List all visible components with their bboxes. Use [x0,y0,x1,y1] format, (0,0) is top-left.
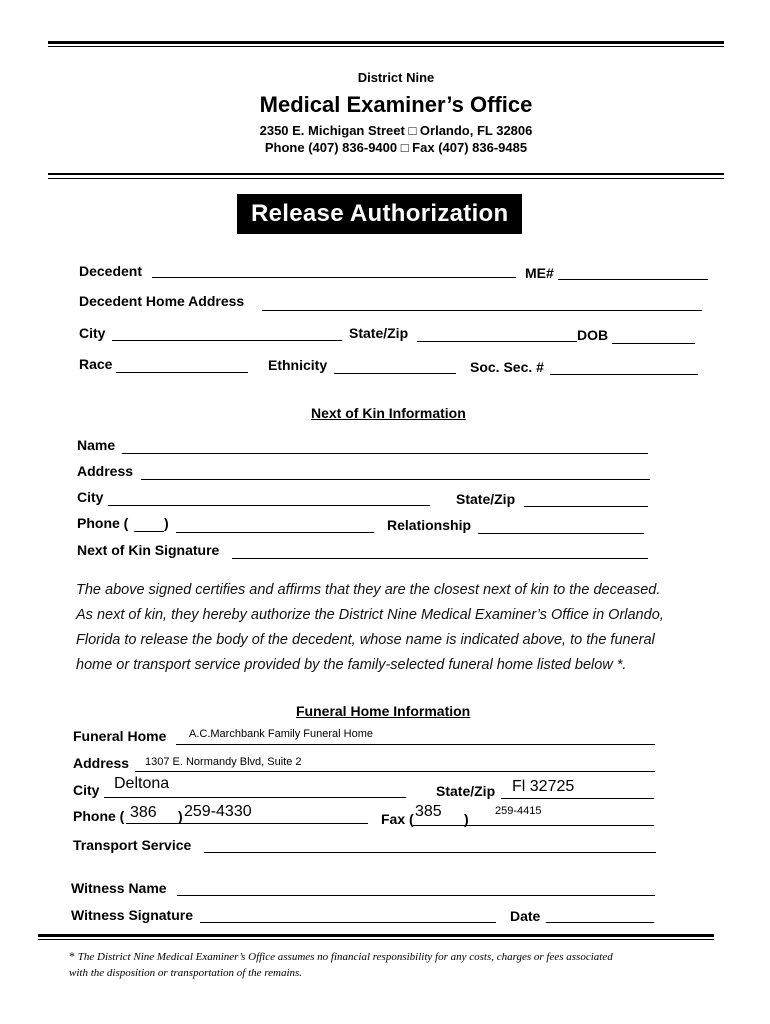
nok-signature-field[interactable] [232,558,648,559]
state-zip-field[interactable] [417,341,577,342]
fh-address-field[interactable] [135,771,655,772]
transport-service-label: Transport Service [73,837,192,853]
nok-signature-label: Next of Kin Signature [77,542,220,558]
top-rule-thin [48,46,724,47]
office-phone: Phone (407) 836-9400 □ Fax (407) 836-9485 [264,140,528,155]
fh-city-value: Deltona [114,775,170,792]
statement-line: home or transport service provided by the family-selected funeral home listed below *. [76,657,627,673]
bottom-rule [38,934,714,937]
fh-address-label: Address [73,755,130,771]
city-field[interactable] [112,340,342,341]
ethnicity-field[interactable] [334,373,456,374]
authorization-statement [76,578,716,678]
nok-state-zip-field[interactable] [524,506,648,507]
date-label: Date [510,908,541,924]
office-title: Medical Examiner’s Office [259,92,533,117]
footnote-line-1: The District Nine Medical Examiner’s Office assumes no financial responsibility for any costs, charges or fees associated [77,951,613,963]
fh-state-zip-field[interactable] [501,798,654,799]
nok-phone-area-field[interactable] [134,531,164,532]
race-field[interactable] [116,372,248,373]
fh-city-label: City [73,782,100,798]
bottom-rule-thin [38,939,714,940]
nok-phone-number-field[interactable] [176,532,374,533]
fh-phone-area: 386 [130,804,157,821]
nok-name-label: Name [77,437,116,453]
date-field[interactable] [546,922,654,923]
ssn-label: Soc. Sec. # [470,359,544,375]
home-address-label: Decedent Home Address [79,293,245,309]
fh-address-value: 1307 E. Normandy Blvd, Suite 2 [145,756,302,768]
statement-line: As next of kin, they hereby authorize the District Nine Medical Examiner’s Office in Orlando, [76,607,664,623]
statement-line: Florida to release the body of the decedent, whose name is indicated above, to the funeral [76,632,655,648]
relationship-label: Relationship [387,517,472,533]
home-address-field[interactable] [262,310,702,311]
fh-fax-number: 259-4415 [495,805,542,817]
city-label: City [79,325,106,341]
me-number-label: ME# [525,265,554,281]
decedent-field[interactable] [152,277,516,278]
dob-field[interactable] [612,343,695,344]
nok-phone-paren: ) [164,515,169,531]
funeral-home-title: Funeral Home Information [296,703,471,719]
relationship-field[interactable] [478,533,644,534]
fh-state-zip-label: State/Zip [436,783,496,799]
nok-phone-label: Phone ( [77,515,129,531]
fh-fax-area: 385 [415,803,442,820]
funeral-home-field[interactable] [176,744,655,745]
fh-phone-field[interactable] [126,823,368,824]
next-of-kin-title: Next of Kin Information [311,405,466,421]
office-address: 2350 E. Michigan Street □ Orlando, FL 32806 [259,123,533,138]
nok-address-label: Address [77,463,134,479]
top-rule [48,41,724,44]
fh-phone-number: 259-4330 [184,803,252,820]
fh-fax-field[interactable] [413,825,654,826]
fh-phone-paren: ) [178,808,183,824]
ethnicity-label: Ethnicity [268,357,328,373]
funeral-home-label: Funeral Home [73,728,167,744]
witness-name-field[interactable] [177,895,655,896]
nok-city-field[interactable] [108,505,430,506]
footnote [69,948,719,981]
witness-name-label: Witness Name [71,880,167,896]
dob-label: DOB [577,327,609,343]
district-label: District Nine [357,70,435,85]
state-zip-label: State/Zip [349,325,409,341]
nok-state-zip-label: State/Zip [456,491,516,507]
fh-phone-label: Phone ( [73,808,125,824]
fh-fax-paren: ) [464,811,469,827]
fh-fax-label: Fax ( [381,811,414,827]
ssn-field[interactable] [550,374,698,375]
me-number-field[interactable] [558,279,708,280]
statement-line: The above signed certifies and affirms that they are the closest next of kin to the deceased. [76,582,661,598]
nok-address-field[interactable] [141,479,650,480]
race-label: Race [79,356,113,372]
fh-city-field[interactable] [104,797,406,798]
transport-service-field[interactable] [204,852,656,853]
nok-city-label: City [77,489,104,505]
fh-state-zip-value: Fl 32725 [512,778,575,795]
witness-signature-label: Witness Signature [71,907,194,923]
header-rule-thin [48,178,724,179]
form-title: Release Authorization [237,194,522,234]
witness-signature-field[interactable] [200,922,496,923]
footnote-mark: * [69,949,75,963]
funeral-home-value: A.C.Marchbank Family Funeral Home [189,728,374,740]
header-rule [48,173,724,175]
decedent-label: Decedent [79,263,143,279]
footnote-line-2: with the disposition or transportation of the remains. [69,967,303,979]
nok-name-field[interactable] [122,453,648,454]
